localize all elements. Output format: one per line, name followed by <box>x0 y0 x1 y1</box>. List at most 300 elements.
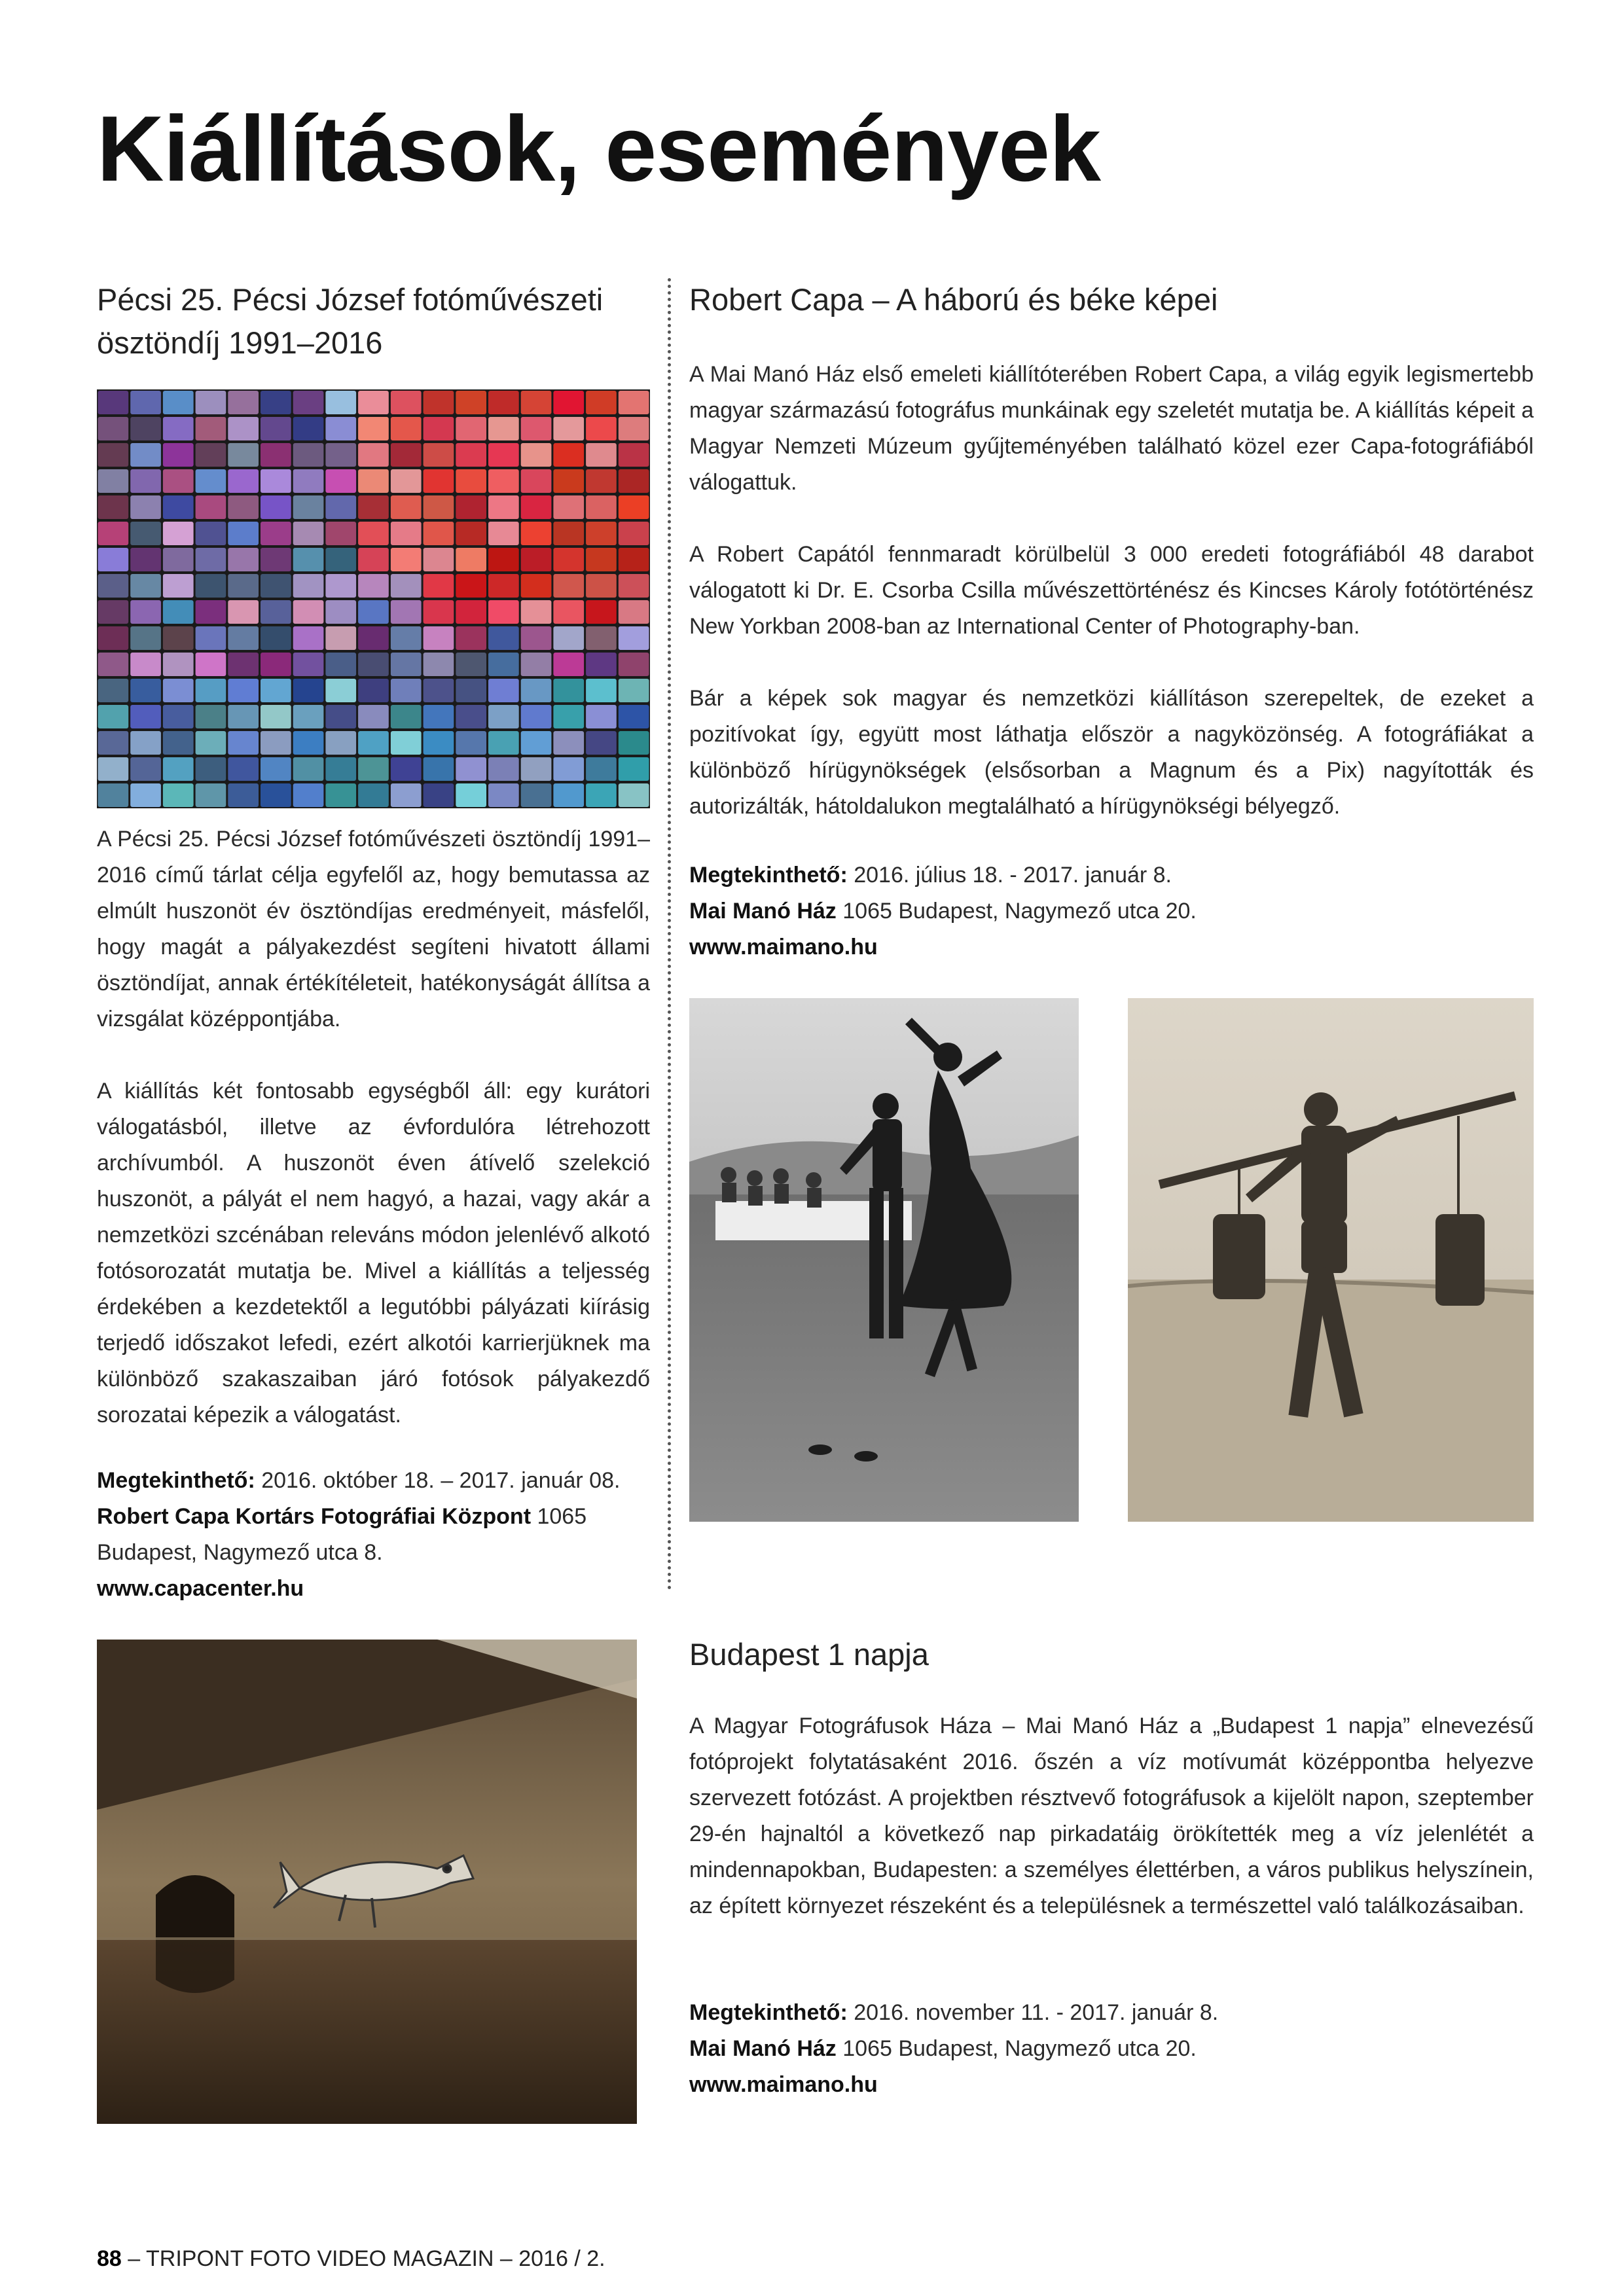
mosaic-tile <box>163 469 194 493</box>
venue-address: 1065 <box>531 1504 587 1529</box>
mosaic-tile <box>553 574 584 598</box>
mosaic-tile <box>261 443 291 467</box>
mosaic-tile <box>586 626 617 650</box>
mosaic-tile <box>586 469 617 493</box>
mosaic-tile <box>456 522 486 545</box>
mosaic-tile <box>586 522 617 545</box>
mosaic-tile <box>358 679 389 702</box>
mosaic-tile <box>163 731 194 755</box>
mosaic-tile <box>228 522 259 545</box>
mosaic-tile <box>619 574 649 598</box>
mosaic-tile <box>293 469 324 493</box>
venue-name: Mai Manó Ház <box>689 899 837 924</box>
mosaic-tile <box>325 495 356 519</box>
mosaic-tile <box>98 522 129 545</box>
venue-address: 1065 Budapest, Nagymező utca 20. <box>836 899 1197 924</box>
mosaic-tile <box>521 522 552 545</box>
mosaic-tile <box>98 443 129 467</box>
mosaic-tile <box>293 443 324 467</box>
mosaic-tile <box>228 653 259 676</box>
mosaic-tile <box>521 679 552 702</box>
mosaic-tile <box>293 705 324 728</box>
mosaic-tile <box>261 417 291 440</box>
mosaic-tile <box>163 679 194 702</box>
mosaic-tile <box>553 469 584 493</box>
mosaic-tile <box>358 626 389 650</box>
mosaic-tile <box>488 705 519 728</box>
mosaic-tile <box>130 417 161 440</box>
website-link[interactable]: www.maimano.hu <box>689 935 878 960</box>
mosaic-tile <box>391 679 422 702</box>
viewable-dates: 2016. október 18. – 2017. január 08. <box>255 1468 621 1493</box>
viewable-label: Megtekinthető: <box>689 863 848 888</box>
mosaic-tile <box>163 522 194 545</box>
capa-paragraph-1: A Mai Manó Ház első emeleti kiállítóterében Robert Capa, a világ egyik legismertebb magyar származású fotográfus munkáinak egy szeletét mutatja be. A kiállítás képeit a Magyar Nemzeti Múzeum gyűjteményében található közel ezer Capa-fotográfiából válogattuk. <box>689 362 1534 495</box>
mosaic-tile <box>456 757 486 781</box>
left-heading-line1: Pécsi 25. Pécsi József fotóművészeti <box>97 282 604 317</box>
mosaic-tile <box>293 574 324 598</box>
photo-dancers <box>689 998 1079 1522</box>
mosaic-tile <box>261 757 291 781</box>
mosaic-tile <box>130 679 161 702</box>
mosaic-tile <box>619 391 649 414</box>
capa-paragraph-2: A Robert Capától fennmaradt körülbelül 3 000 eredeti fotográfiából 48 darabot válogatott ki Dr. E. Csorba Csilla művészettörténész és Kincses Károly fotótörténész New Yorkban 2008-ban az International Center of Photography-ban. <box>689 542 1534 639</box>
mosaic-tile <box>456 679 486 702</box>
mosaic-tile <box>619 653 649 676</box>
mosaic-tile <box>456 600 486 624</box>
mosaic-tile <box>325 653 356 676</box>
mosaic-tile <box>261 495 291 519</box>
mosaic-tile <box>293 757 324 781</box>
mosaic-tile <box>130 391 161 414</box>
mosaic-tile <box>456 653 486 676</box>
mosaic-tile <box>293 626 324 650</box>
mosaic-tile <box>424 783 454 807</box>
mosaic-tile <box>619 783 649 807</box>
viewable-dates: 2016. július 18. - 2017. január 8. <box>847 863 1172 888</box>
mosaic-tile <box>98 679 129 702</box>
mosaic-tile <box>130 626 161 650</box>
mosaic-tile <box>325 783 356 807</box>
mosaic-tile <box>325 443 356 467</box>
mosaic-tile <box>98 731 129 755</box>
mosaic-tile <box>521 469 552 493</box>
mosaic-tile <box>553 731 584 755</box>
mosaic-tile <box>488 626 519 650</box>
venue-name: Mai Manó Ház <box>689 2036 837 2061</box>
mosaic-tile <box>163 548 194 571</box>
mosaic-tile <box>163 653 194 676</box>
page-number: 88 <box>97 2246 122 2271</box>
tunnel-image <box>97 1640 637 2124</box>
mosaic-tile <box>358 757 389 781</box>
mosaic-tile <box>196 653 226 676</box>
mosaic-tile <box>293 600 324 624</box>
mosaic-tile <box>521 757 552 781</box>
mosaic-tile <box>98 783 129 807</box>
mosaic-tile <box>391 574 422 598</box>
mosaic-tile <box>424 705 454 728</box>
mosaic-tile <box>521 417 552 440</box>
mosaic-tile <box>261 783 291 807</box>
viewable-dates: 2016. november 11. - 2017. január 8. <box>847 2000 1219 2025</box>
mosaic-tile <box>586 731 617 755</box>
mosaic-tile <box>228 443 259 467</box>
mosaic-tile <box>586 600 617 624</box>
mosaic-tile <box>130 705 161 728</box>
mosaic-tile <box>424 522 454 545</box>
mosaic-tile <box>391 600 422 624</box>
mosaic-tile <box>424 443 454 467</box>
mosaic-tile <box>293 391 324 414</box>
budapest-article-info <box>689 1995 1534 2103</box>
mosaic-tile <box>98 653 129 676</box>
mosaic-tile <box>261 522 291 545</box>
left-article-heading <box>97 278 650 365</box>
capa-paragraph-3: Bár a képek sok magyar és nemzetközi kiállításon szerepeltek, de ezeket a pozitívokat így, együtt most láthatja először a nagyközönség. A fotográfiákat a különböző hírügynökségek (elsősorban a Magnum és a Pix) nagyították és autorizálták, hátoldalukon megtalálható a hírügynökségi bélyegző. <box>689 686 1534 819</box>
mosaic-tile <box>358 469 389 493</box>
mosaic-tile <box>358 495 389 519</box>
mosaic-tile <box>228 705 259 728</box>
footer-text: – TRIPONT FOTO VIDEO MAGAZIN – 2016 / 2. <box>121 2246 605 2271</box>
mosaic-tile <box>196 574 226 598</box>
mosaic-tile <box>586 417 617 440</box>
mosaic-tile <box>619 731 649 755</box>
mosaic-tile <box>619 548 649 571</box>
mosaic-tile <box>586 783 617 807</box>
mosaic-tile <box>521 626 552 650</box>
mosaic-tile <box>521 705 552 728</box>
mosaic-tile <box>163 574 194 598</box>
mosaic-tile <box>163 757 194 781</box>
photo-soldier <box>1128 998 1534 1522</box>
mosaic-tile <box>456 391 486 414</box>
mosaic-tile <box>488 522 519 545</box>
mosaic-tile <box>424 757 454 781</box>
mosaic-tile <box>488 443 519 467</box>
mosaic-tile <box>521 731 552 755</box>
mosaic-tile <box>521 574 552 598</box>
mosaic-tile <box>358 417 389 440</box>
mosaic-tile <box>261 548 291 571</box>
mosaic-tile <box>619 469 649 493</box>
mosaic-tile <box>488 757 519 781</box>
mosaic-tile <box>521 783 552 807</box>
mosaic-tile <box>228 469 259 493</box>
mosaic-tile <box>130 574 161 598</box>
mosaic-tile <box>619 679 649 702</box>
mosaic-tile <box>619 626 649 650</box>
mosaic-tile <box>163 600 194 624</box>
mosaic-tile <box>293 417 324 440</box>
mosaic-tile <box>196 495 226 519</box>
mosaic-tile <box>391 495 422 519</box>
mosaic-tile <box>424 679 454 702</box>
mosaic-tile <box>553 443 584 467</box>
mosaic-tile <box>196 443 226 467</box>
mosaic-tile <box>98 757 129 781</box>
website-link[interactable]: www.maimano.hu <box>689 2072 878 2097</box>
mosaic-tile <box>261 653 291 676</box>
mosaic-tile <box>325 731 356 755</box>
mosaic-tile <box>586 548 617 571</box>
mosaic-tile <box>228 417 259 440</box>
mosaic-tile <box>619 417 649 440</box>
mosaic-tile <box>619 705 649 728</box>
mosaic-tile <box>261 391 291 414</box>
mosaic-tile <box>98 391 129 414</box>
venue-address-line2: Budapest, Nagymező utca 8. <box>97 1540 383 1565</box>
mosaic-tile <box>358 522 389 545</box>
mosaic-tile <box>196 417 226 440</box>
mosaic-tile <box>130 548 161 571</box>
mosaic-tile <box>391 705 422 728</box>
mosaic-tile <box>424 495 454 519</box>
mosaic-tile <box>98 548 129 571</box>
mosaic-tile <box>553 495 584 519</box>
mosaic-tile <box>424 574 454 598</box>
mosaic-tile <box>196 783 226 807</box>
mosaic-tile <box>456 417 486 440</box>
mosaic-tile <box>163 705 194 728</box>
mosaic-tile <box>488 469 519 493</box>
page-footer <box>97 2246 605 2272</box>
mosaic-tile <box>488 600 519 624</box>
mosaic-tile <box>456 705 486 728</box>
mosaic-tile <box>456 731 486 755</box>
mosaic-tile <box>325 679 356 702</box>
mosaic-tile <box>228 495 259 519</box>
left-article-info <box>97 1463 660 1607</box>
left-paragraph-2: A kiállítás két fontosabb egységből áll: egy kurátori válogatásból, illetve az évfordulóra létrehozott archívumból. A huszonöt éven átívelő szelekció huszonöt, a pályát el nem hagyó, a hazai, vagy akár a nemzetközi szcénában releváns módon jelenlévő alkotó fotósorozatát mutatja be. Mivel a kiállítás a teljesség érdekében a kezdetektől a legutóbbi pályázati kiírásig terjedő időszakot lefedi, ezért alkotói karrierjüknek ma különböző szakaszaiban járó fotósok pályakezdő sorozatai képezik a válogatást. <box>97 1079 650 1427</box>
mosaic-tile <box>196 705 226 728</box>
mosaic-tile <box>586 495 617 519</box>
mosaic-tile <box>98 600 129 624</box>
left-heading-line2: ösztöndíj 1991–2016 <box>97 325 383 360</box>
mosaic-tile <box>325 757 356 781</box>
mosaic-tile <box>358 548 389 571</box>
mosaic-tile <box>196 469 226 493</box>
mosaic-tile <box>325 469 356 493</box>
mosaic-tile <box>325 391 356 414</box>
budapest-paragraph-1: A Magyar Fotográfusok Háza – Mai Manó Ház a „Budapest 1 napja” elnevezésű fotóprojekt folytatásaként 2016. őszén a víz motívumát középpontba helyezve szervezett fotózást. A projektben résztvevő fotográfusok a kijelölt napon, szeptember 29-én hajnaltól a következő nap pirkadatáig örökítették meg a víz jelenlétét a mindennapokban, Budapesten: a személyes élettérben, a város publikus helyszínein, az épített környezet részeként és a településnek a természettel való találkozásaiban. <box>689 1713 1534 1918</box>
photo-mosaic <box>97 389 650 808</box>
mosaic-tile <box>553 548 584 571</box>
mosaic-tile <box>521 653 552 676</box>
mosaic-tile <box>521 443 552 467</box>
mosaic-tile <box>488 548 519 571</box>
mosaic-tile <box>293 783 324 807</box>
mosaic-tile <box>163 417 194 440</box>
mosaic-tile <box>553 679 584 702</box>
mosaic-tile <box>130 731 161 755</box>
mosaic-tile <box>358 783 389 807</box>
capa-article-info <box>689 857 1534 965</box>
mosaic-tile <box>391 443 422 467</box>
mosaic-tile <box>163 495 194 519</box>
mosaic-tile <box>391 757 422 781</box>
page-title: Kiállítások, események <box>97 97 1100 201</box>
mosaic-tile <box>261 469 291 493</box>
mosaic-tile <box>424 548 454 571</box>
mosaic-tile <box>488 417 519 440</box>
mosaic-tile <box>228 626 259 650</box>
mosaic-image <box>97 389 650 808</box>
mosaic-tile <box>521 548 552 571</box>
mosaic-tile <box>619 757 649 781</box>
mosaic-tile <box>325 574 356 598</box>
mosaic-tile <box>130 443 161 467</box>
mosaic-tile <box>456 574 486 598</box>
mosaic-tile <box>98 495 129 519</box>
mosaic-tile <box>456 783 486 807</box>
soldier-image <box>1128 998 1534 1522</box>
mosaic-tile <box>553 391 584 414</box>
budapest-article-body <box>689 1708 1534 1924</box>
mosaic-tile <box>228 391 259 414</box>
mosaic-tile <box>130 757 161 781</box>
mosaic-tile <box>130 469 161 493</box>
mosaic-tile <box>163 443 194 467</box>
mosaic-tile <box>521 495 552 519</box>
mosaic-tile <box>391 548 422 571</box>
mosaic-tile <box>325 548 356 571</box>
mosaic-tile <box>553 757 584 781</box>
mosaic-tile <box>553 783 584 807</box>
mosaic-tile <box>424 391 454 414</box>
mosaic-tile <box>325 705 356 728</box>
mosaic-tile <box>424 653 454 676</box>
mosaic-tile <box>391 653 422 676</box>
budapest-heading: Budapest 1 napja <box>689 1637 929 1672</box>
mosaic-tile <box>358 600 389 624</box>
mosaic-tile <box>391 626 422 650</box>
mosaic-tile <box>261 679 291 702</box>
mosaic-tile <box>391 391 422 414</box>
mosaic-tile <box>553 653 584 676</box>
mosaic-tile <box>130 522 161 545</box>
mosaic-tile <box>130 600 161 624</box>
mosaic-tile <box>325 626 356 650</box>
mosaic-tile <box>358 574 389 598</box>
mosaic-tile <box>293 731 324 755</box>
mosaic-tile <box>196 757 226 781</box>
mosaic-tile <box>488 653 519 676</box>
photo-tunnel-fish <box>97 1640 637 2124</box>
mosaic-tile <box>293 653 324 676</box>
mosaic-tile <box>619 443 649 467</box>
mosaic-tile <box>424 469 454 493</box>
mosaic-tile <box>293 679 324 702</box>
mosaic-tile <box>228 783 259 807</box>
mosaic-tile <box>456 626 486 650</box>
mosaic-tile <box>261 731 291 755</box>
mosaic-tile <box>553 417 584 440</box>
mosaic-tile <box>424 600 454 624</box>
mosaic-tile <box>98 469 129 493</box>
mosaic-tile <box>358 731 389 755</box>
mosaic-tile <box>130 783 161 807</box>
mosaic-tile <box>196 679 226 702</box>
mosaic-tile <box>488 391 519 414</box>
mosaic-tile <box>488 679 519 702</box>
mosaic-tile <box>619 495 649 519</box>
mosaic-tile <box>586 391 617 414</box>
mosaic-tile <box>130 653 161 676</box>
mosaic-tile <box>358 653 389 676</box>
mosaic-tile <box>358 705 389 728</box>
mosaic-tile <box>293 495 324 519</box>
mosaic-tile <box>163 391 194 414</box>
mosaic-tile <box>424 731 454 755</box>
mosaic-tile <box>358 391 389 414</box>
mosaic-tile <box>228 731 259 755</box>
mosaic-tile <box>488 495 519 519</box>
mosaic-tile <box>391 731 422 755</box>
mosaic-tile <box>228 757 259 781</box>
mosaic-tile <box>98 574 129 598</box>
mosaic-tile <box>391 522 422 545</box>
mosaic-tile <box>261 705 291 728</box>
mosaic-tile <box>521 391 552 414</box>
mosaic-tile <box>98 705 129 728</box>
mosaic-tile <box>456 443 486 467</box>
mosaic-tile <box>521 600 552 624</box>
column-divider <box>668 278 671 1590</box>
mosaic-tile <box>261 600 291 624</box>
mosaic-tile <box>196 600 226 624</box>
dancers-image <box>689 998 1079 1522</box>
viewable-label: Megtekinthető: <box>97 1468 255 1493</box>
mosaic-tile <box>391 469 422 493</box>
mosaic-tile <box>261 574 291 598</box>
mosaic-tile <box>98 417 129 440</box>
mosaic-tile <box>586 705 617 728</box>
mosaic-tile <box>553 626 584 650</box>
mosaic-tile <box>586 653 617 676</box>
left-paragraph-1: A Pécsi 25. Pécsi József fotóművészeti ösztöndíj 1991–2016 című tárlat célja egyfelől az, hogy bemutassa az elmúlt huszonöt év ösztöndíjas eredményeit, másfelől, hogy magát a pályakezdést segíteni hivatott állami ösztöndíjat, annak értékítéleteit, hatékonyságát állítsa a vizsgálat középpontjába. <box>97 827 650 1031</box>
mosaic-tile <box>488 731 519 755</box>
venue-address: 1065 Budapest, Nagymező utca 20. <box>836 2036 1197 2061</box>
mosaic-tile <box>196 626 226 650</box>
mosaic-tile <box>488 574 519 598</box>
mosaic-tile <box>619 600 649 624</box>
mosaic-tile <box>325 522 356 545</box>
mosaic-tile <box>358 443 389 467</box>
mosaic-tile <box>130 495 161 519</box>
capa-heading: Robert Capa – A háború és béke képei <box>689 282 1218 317</box>
capa-article-body <box>689 357 1534 825</box>
left-article-body <box>97 821 650 1433</box>
mosaic-tile <box>488 783 519 807</box>
mosaic-tile <box>586 443 617 467</box>
mosaic-tile <box>228 679 259 702</box>
mosaic-tile <box>228 574 259 598</box>
mosaic-tile <box>391 783 422 807</box>
mosaic-tile <box>424 417 454 440</box>
mosaic-tile <box>293 522 324 545</box>
mosaic-tile <box>619 522 649 545</box>
mosaic-tile <box>163 626 194 650</box>
mosaic-tile <box>228 548 259 571</box>
website-link[interactable]: www.capacenter.hu <box>97 1576 304 1601</box>
mosaic-tile <box>391 417 422 440</box>
mosaic-tile <box>586 679 617 702</box>
mosaic-tile <box>98 626 129 650</box>
mosaic-tile <box>163 783 194 807</box>
mosaic-tile <box>553 522 584 545</box>
mosaic-tile <box>228 600 259 624</box>
